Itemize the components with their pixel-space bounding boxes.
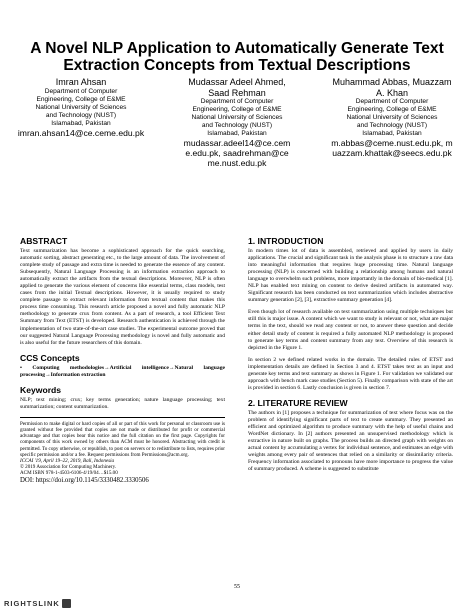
author-affiliation-line: National University of Sciences [35, 103, 127, 111]
abstract-section [20, 236, 225, 347]
author-affiliation-line: Department of Computer [44, 87, 118, 95]
abstract-text: Text summarization has become a sophisticated approach for the quick searching, automatic sorting, abstract generating etc., to the large amount of data. The involvement of complete study of passage and extra time is needed to generate the essence of any content. Subsequently, Natural Language Processing is an information extraction approach to automatically extract the artifacts from the textual descriptions. Moreover, NLP is often applied to generate the various element of concerns like essential terms, class models, test cases from the initial Textual descriptions. However, it is usually required to study complete passage to extract relevant information from textual content that makes this process time consuming. This research article proposed a novel and fully automatic NLP methodology to generate crux from content. As a part of research, a tool Efficient Text Summary from Text (ETST) is developed. Research authentication is achieved through the implementation of two state-of-the-art case studies. The experimental outcome proved that our suggested Natural Language Processing methodology is novel and fully automatic and is also useful for the future researchers of this domain. [20, 248, 225, 346]
author-block-3 [316, 77, 468, 158]
permission-block [20, 417, 225, 485]
author-email: mudassar.adeel14@ce.ceme.edu.pk, saadrehman@ceme.nust.edu.pk [183, 138, 291, 169]
abstract-heading: ABSTRACT [20, 236, 68, 246]
permission-text: Permission to make digital or hard copies of all or part of this work for personal or classroom use is granted without fee provided that copies are not made or distributed for profit or commercial advantage and that copies bear this notice and the full citation on the first page. Copyrights for components of this work owned by others than ACM must be honored. Abstracting with credit is permitted. To copy otherwise, or republish, to post on servers or to redistribute to lists, requires prior specific permission and/or a fee. Request permissions from Permissions@acm.org. [20, 420, 225, 458]
ccs-heading: CCS Concepts [20, 352, 80, 363]
author-block-1 [6, 77, 156, 138]
author-block-2 [164, 77, 310, 168]
logo-text: RIGHTSLINK [4, 599, 60, 608]
literature-review-section [248, 398, 453, 473]
author-affiliation-line: Engineering, College of E&ME [36, 95, 126, 103]
literature-review-heading: 2. LITERATURE REVIEW [248, 397, 348, 408]
copyright-notice: © 2019 Association for Computing Machinery. [20, 464, 117, 471]
keywords-heading: Keywords [20, 384, 62, 395]
introduction-heading: 1. INTRODUCTION [248, 236, 324, 246]
author-affiliation-line: and Technology (NUST) [45, 111, 117, 119]
author-affiliation-line: National University of Sciences [346, 114, 438, 122]
author-name: Imran Ahsan [55, 77, 107, 87]
right-column [248, 236, 453, 479]
ccs-text: • Computing methodologies→Artificial intelligence→Natural language processing→Information extraction [20, 364, 225, 378]
author-affiliation-line: and Technology (NUST) [201, 122, 273, 130]
logo-badge-icon [62, 599, 71, 608]
introduction-section [248, 236, 453, 392]
paragraph: The authors in [1] proposes a technique for summarization of text where focus was on the problem of identifying significant parts of text to create summary. They presented an efficient and optimized algorithm to produce summary with the help of useful chains and WordNet dictionary. In [2] authors presented an unsupervised methodology which is extractive in nature built on graphs. The process builds an directed graph with weights on actual content by accumulating a vertex for individual sentence, and estimates an edge with weights among every pair of sentences that relied on a similarity or dissimilarity criteria. Frequency information associated to pronouns have more importance to progress the value of summary produced. A scheme is suggested to substitute [248, 409, 453, 473]
author-affiliation-line: Engineering, College of E&ME [192, 106, 282, 114]
conference-info: ICCAI '19, April 19–22, 2019, Bali, Indonesia [20, 457, 115, 464]
left-column [20, 236, 225, 485]
author-affiliation-line: Department of Computer [200, 98, 274, 105]
author-affiliation-line: Engineering, College of E&ME [347, 106, 437, 114]
paragraph: In modern times lot of data is assembled, retrieved and applied by users in daily applications. The crucial and significant task in the analysis phase is to structure a raw data into meaningful information that requires huge processing time. Natural language processing (NLP) is concerned with building a relationship among humans and natural language to overwhelm such problems, more importantly in the domain of bio-medical [1]. NLP has enabled text mining on content to derive desired artifacts in automated way. Significant research has been conducted on text summarization which includes abstractive summary generation [2], [3], extractive summary generation [4]. [248, 248, 453, 304]
author-affiliation-line: Islamabad, Pakistan [51, 119, 111, 127]
ccs-section [20, 353, 225, 379]
paper-title: A Novel NLP Application to Automatically Generate Text Extraction Concepts from Textual Descriptions [30, 40, 444, 74]
author-name: Mudassar Adeel Ahmed, Saad Rehman [188, 77, 286, 98]
author-affiliation-line: Islamabad, Pakistan [362, 130, 422, 138]
isbn-line: ACM ISBN 978-1-4503-6106-4/19/04…$15.00 [20, 470, 118, 477]
author-affiliation-line: Department of Computer [355, 98, 429, 105]
keywords-section [20, 385, 225, 411]
author-email: m.abbas@ceme.nust.edu.pk, muazzam.khattak@seecs.edu.pk [331, 138, 453, 159]
paragraph: Even though lot of research available on text summarization using multiple techniques but still this is major issue. A content which we want to study is relevant or not, what are major terms in the text, should we read any content or not, to answer these question and decide either detail study of content is required a fully automated NLP methodology is proposed to generate key terms and content summary from any text. Overview of this research is depicted in the Figure 1. [248, 309, 453, 351]
author-name: Muhammad Abbas, Muazzam A. Khan [332, 77, 452, 98]
paragraph: In section 2 we defined related works in the domain. The detailed rules of ETST and implementation details are defined in Section 3 and 4. ETST takes text as an input and generate key terms and text summary as shows in Figure 1. For validation we validated our approach with bench mark case studies (Section 5). Finally comparison with state of the art is provided in section 6. Lastly conclusion is given in section 7. [248, 356, 453, 391]
author-affiliation-line: Islamabad, Pakistan [207, 130, 267, 138]
rightslink-logo[interactable] [4, 598, 71, 609]
keywords-text: NLP; text mining; crux; key terms generation; nature language processing; text summarization; content summarization. [20, 396, 225, 410]
author-affiliation-line: and Technology (NUST) [356, 122, 428, 130]
page-number: 55 [234, 584, 240, 590]
author-email: imran.ahsan14@ce.ceme.edu.pk [17, 127, 145, 138]
doi-link[interactable]: DOI: https://doi.org/10.1145/3330482.3330506 [20, 476, 149, 484]
author-affiliation-line: National University of Sciences [191, 114, 283, 122]
